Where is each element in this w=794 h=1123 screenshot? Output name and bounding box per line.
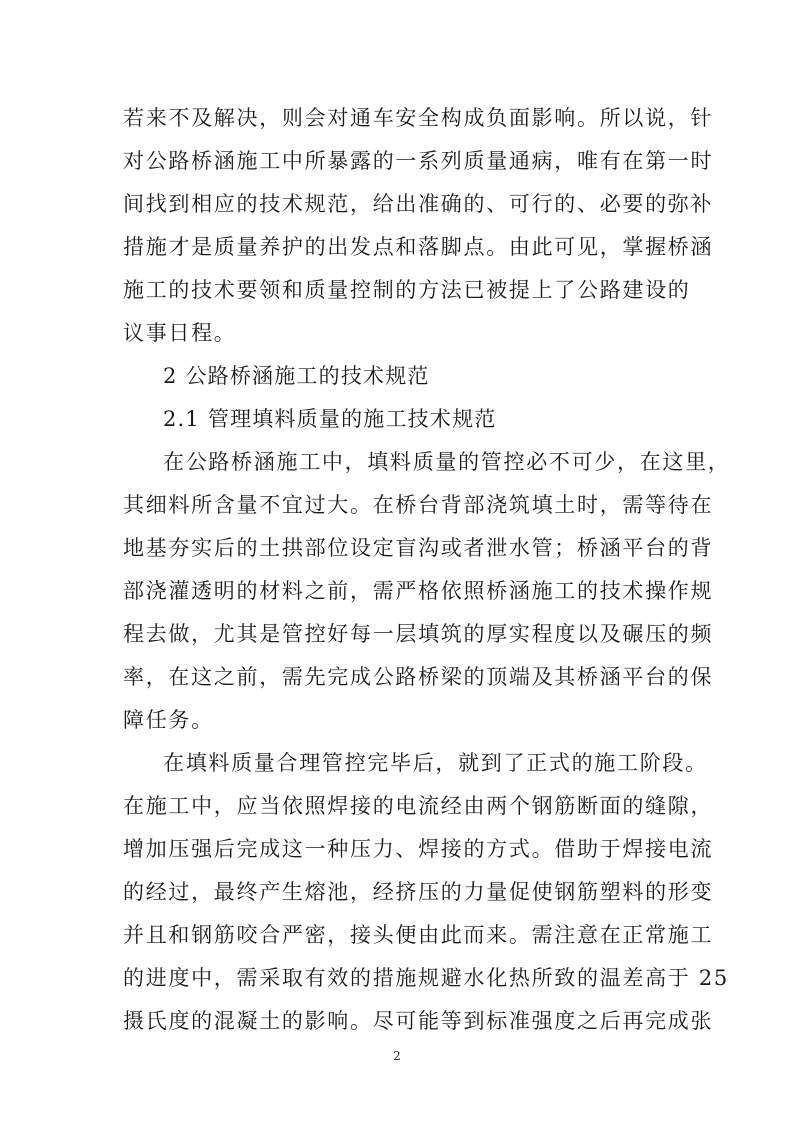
body-text-line: 率，在这之前，需先完成公路桥梁的顶端及其桥涵平台的保 [123, 665, 714, 689]
body-text-line: 并且和钢筋咬合严密，接头便由此而来。需注意在正常施工 [123, 923, 714, 947]
body-text-line: 在填料质量合理管控完毕后，就到了正式的施工阶段。 [163, 751, 708, 775]
body-text-line: 在公路桥涵施工中，填料质量的管控必不可少，在这里， [163, 450, 731, 474]
section-heading: 2 公路桥涵施工的技术规范 [163, 364, 430, 388]
body-text-line: 措施才是质量养护的出发点和落脚点。由此可见，掌握桥涵 [123, 235, 714, 259]
body-text-line: 间找到相应的技术规范，给出准确的、可行的、必要的弥补 [123, 192, 714, 216]
body-text-line: 的进度中，需采取有效的措施规避水化热所致的温差高于 25 [123, 966, 729, 990]
body-text-line: 对公路桥涵施工中所暴露的一系列质量通病，唯有在第一时 [123, 149, 714, 173]
body-text-line: 施工的技术要领和质量控制的方法已被提上了公路建设的 [123, 278, 691, 302]
body-text-line: 议事日程。 [123, 321, 237, 345]
subsection-heading: 2.1 管理填料质量的施工技术规范 [163, 407, 497, 431]
body-text-line: 地基夯实后的土拱部位设定盲沟或者泄水管；桥涵平台的背 [123, 536, 714, 560]
body-text-line: 若来不及解决，则会对通车安全构成负面影响。所以说，针 [123, 106, 714, 130]
page-number: 2 [393, 1049, 401, 1063]
body-text-line: 程去做，尤其是管控好每一层填筑的厚实程度以及碾压的频 [123, 622, 714, 646]
body-text-line: 障任务。 [123, 708, 214, 732]
body-text-line: 在施工中，应当依照焊接的电流经由两个钢筋断面的缝隙， [123, 794, 714, 818]
body-text-line: 增加压强后完成这一种压力、焊接的方式。借助于焊接电流 [123, 837, 714, 861]
body-text-line: 其细料所含量不宜过大。在桥台背部浇筑填土时，需等待在 [123, 493, 714, 517]
body-text-line: 的经过，最终产生熔池，经挤压的力量促使钢筋塑料的形变 [123, 880, 714, 904]
body-text-line: 摄氏度的混凝土的影响。尽可能等到标准强度之后再完成张 [123, 1009, 714, 1033]
body-text-line: 部浇灌透明的材料之前，需严格依照桥涵施工的技术操作规 [123, 579, 714, 603]
